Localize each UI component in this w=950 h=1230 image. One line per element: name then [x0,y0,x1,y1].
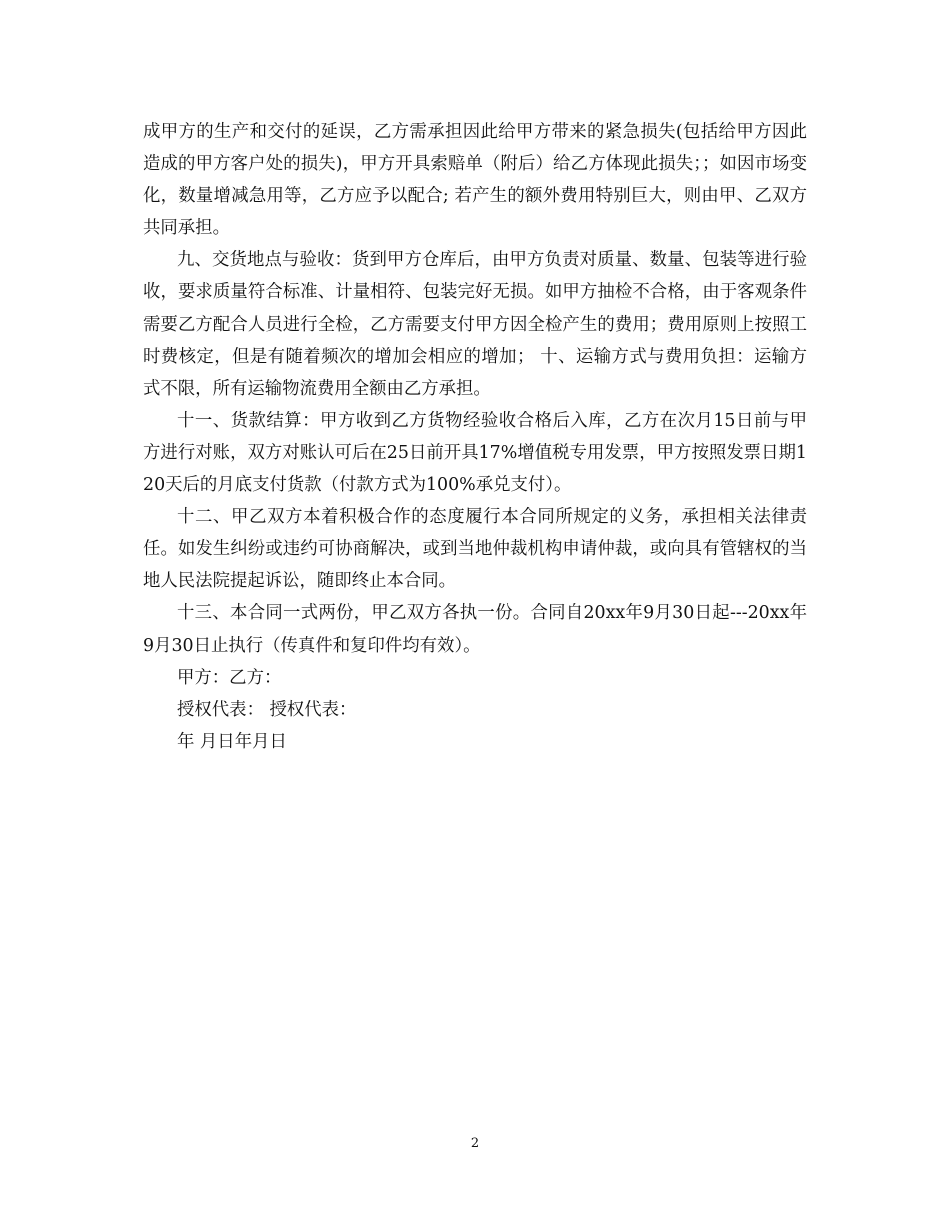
paragraph-continuation: 成甲方的生产和交付的延误，乙方需承担因此给甲方带来的紧急损失(包括给甲方因此造成的甲方客户处的损失)，甲方开具索赔单（附后）给乙方体现此损失；；如因市场变化，数量增减急用等，乙方应予以配合; 若产生的额外费用特别巨大，则由甲、乙双方共同承担。 [143,122,807,239]
paragraph-clause-13: 十三、本合同一式两份，甲乙双方各执一份。合同自20xx年9月30日起---20xx年9月30日止执行（传真件和复印件均有效）。 [143,603,807,656]
document-body [143,116,807,758]
paragraph-clause-9-10: 九、交货地点与验收：货到甲方仓库后，由甲方负责对质量、数量、包装等进行验收，要求质量符合标准、计量相符、包装完好无损。如甲方抽检不合格，由于客观条件需要乙方配合人员进行全检，乙方需要支付甲方因全检产生的费用；费用原则上按照工时费核定，但是有随着频次的增加会相应的增加； 十、运输方式与费用负担：运输方式不限，所有运输物流费用全额由乙方承担。 [143,250,807,399]
signature-representatives: 授权代表： 授权代表： [177,699,357,720]
paragraph-clause-12: 十二、甲乙双方本着积极合作的态度履行本合同所规定的义务，承担相关法律责任。如发生纠纷或违约可协商解决，或到当地仲裁机构申请仲裁，或向具有管辖权的当地人民法院提起诉讼，随即终止本合同。 [143,507,807,592]
page-number: 2 [470,1136,480,1151]
signature-parties: 甲方：乙方： [177,667,282,688]
paragraph-clause-11: 十一、货款结算：甲方收到乙方货物经验收合格后入库，乙方在次月15日前与甲方进行对账，双方对账认可后在25日前开具17%增值税专用发票，甲方按照发票日期120天后的月底支付货款（付款方式为100%承兑支付）。 [143,410,807,496]
signature-dates: 年 月日年月日 [177,731,287,752]
